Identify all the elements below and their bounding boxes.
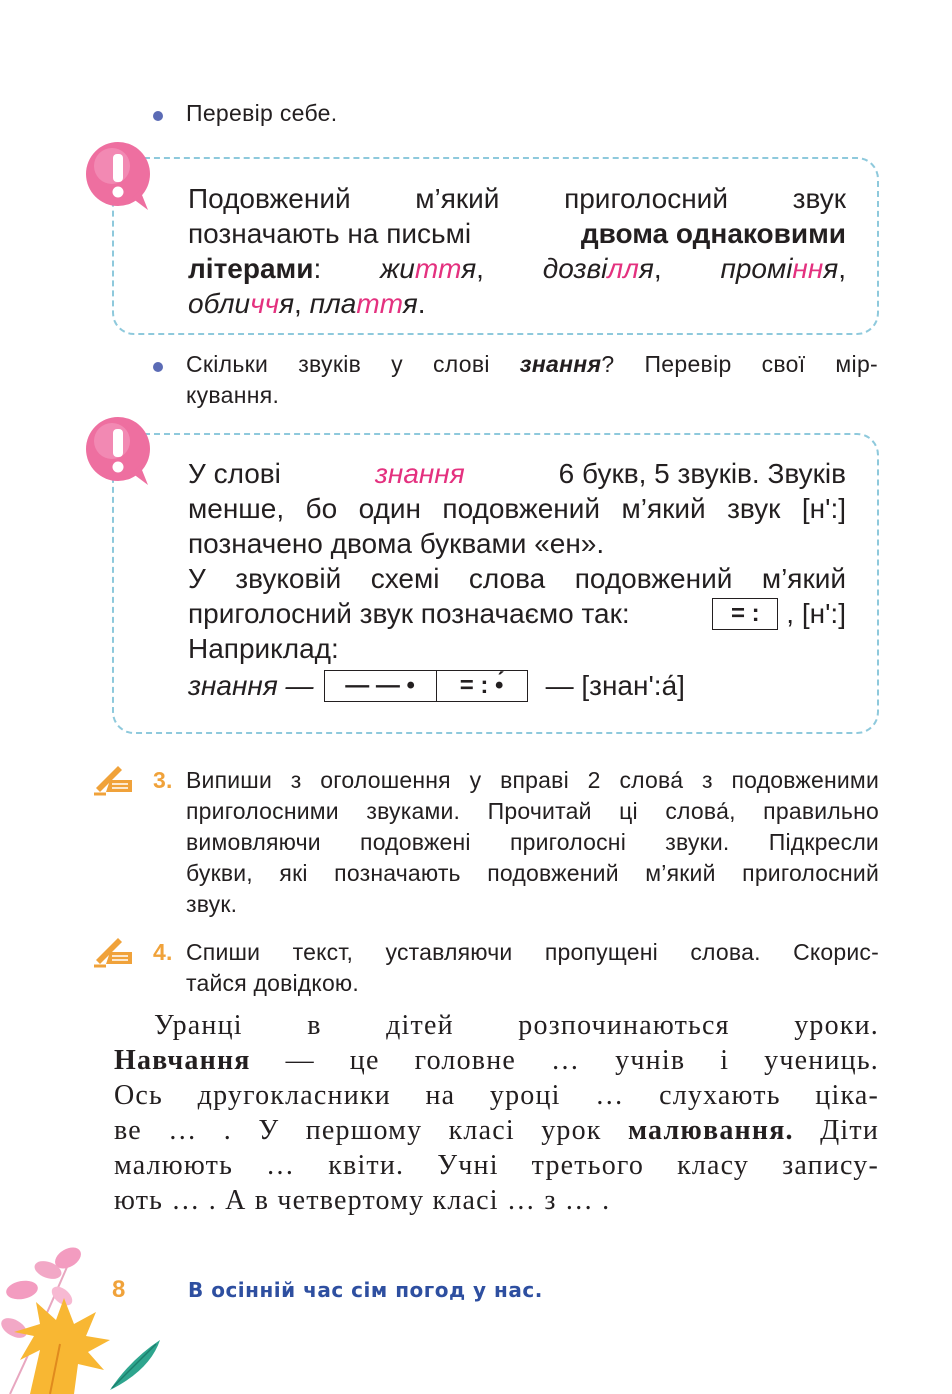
rule1-word: звук xyxy=(792,183,846,214)
rule-2-text: У слові знання 6 букв, 5 звуків. Звуків менше, бо один подовжений м’який звук [н':] позначено двома буквами «ен». У звуковій схемі слова подовжений м’який приголосний звук позначаємо так: = : , [н':] Наприклад: знання — — — • = : •́ — [знан':а́] xyxy=(188,458,846,701)
sound-scheme-sign: = : xyxy=(712,598,778,630)
rule1-line3-bold: літерами xyxy=(188,253,314,284)
sound-scheme-example: — — • = : •́ xyxy=(324,670,528,702)
task-4: 4. Спиши текст, уставляючи пропущені слова. Скорис- тайся довідкою. xyxy=(153,937,879,999)
rule1-word: м’який xyxy=(415,183,500,214)
exclamation-icon xyxy=(82,140,154,212)
rule-1-text: Подовжений м’який приголосний звук позначають на письмі двома однаковими літерами: життя, дозвілля, проміння, обличчя, плаття. xyxy=(188,183,846,319)
page-number: 8 xyxy=(112,1276,126,1303)
example-word: життя, xyxy=(380,253,484,284)
task-number: 4. xyxy=(153,939,173,965)
rule1-line2-bold: двома однаковими xyxy=(580,218,846,249)
example-word: дозвілля, xyxy=(542,253,662,284)
check-yourself-text: Перевір себе. xyxy=(186,100,338,126)
autumn-leaves-decoration xyxy=(0,1240,170,1394)
footer-proverb: В осінній час сім погод у нас. xyxy=(188,1278,543,1302)
exclamation-icon xyxy=(82,415,154,487)
rule1-word: приголосний xyxy=(564,183,728,214)
example-word: проміння, xyxy=(720,253,846,284)
example-word: плаття. xyxy=(309,288,426,319)
write-hand-icon xyxy=(92,758,136,796)
example-word-znannya: знання — xyxy=(188,670,314,701)
example-word: обличчя, xyxy=(188,288,302,319)
bullet-dot xyxy=(153,362,163,372)
rule1-word: Подовжений xyxy=(188,183,351,214)
task-number: 3. xyxy=(153,767,173,793)
question-word: знання xyxy=(519,351,602,377)
question-text: Скільки звуків у слові знання? Перевір свої мір- кування. xyxy=(186,351,878,408)
exercise-text: Уранці в дітей розпочинаються уроки. Навчання — це головне … учнів і учениць. Ось другокласники на уроці … слухають ціка- ве … . У першому класі урок малювання. Діти малюють … квіти. Учні третього класу запису- ють … . А в четвертому класі … з … . xyxy=(114,1010,880,1216)
rule1-line2-pre: позначають на письмі xyxy=(188,218,472,249)
write-hand-icon xyxy=(92,930,136,968)
bullet-dot xyxy=(153,111,163,121)
task-3: 3. Випиши з оголошення у вправі 2 слова́ з подовженими приголосними звуками. Прочитай ці слова́, правильно вимовляючи подовжені приголосні звуки. Підкресли букви, які позначають подовжений м’який приголосний звук. xyxy=(153,765,879,920)
highlight-word: знання xyxy=(374,458,465,489)
